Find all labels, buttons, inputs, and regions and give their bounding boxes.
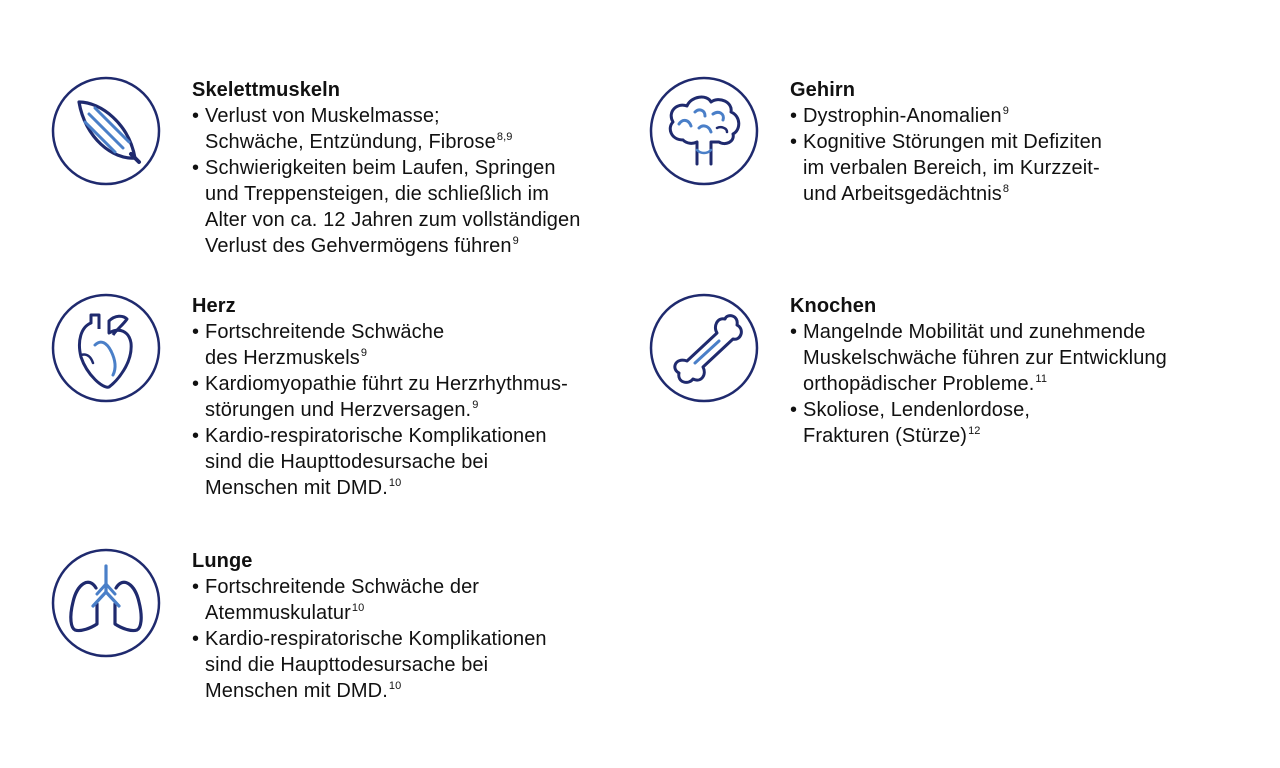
- bullet-item: • Kognitive Störungen mit Defiziten im verbalen Bereich, im Kurzzeit- und Arbeitsgedächtnis$^8$: [790, 129, 1230, 207]
- reference: 8,9: [496, 131, 513, 143]
- bullet-item: • Fortschreitende Schwäche der Atemmuskulatur$^{10}$: [192, 574, 632, 626]
- bullet-item: • Mangelnde Mobilität und zunehmende Muskelschwäche führen zur Entwicklung orthopädischer Probleme.$^{11}$: [790, 319, 1230, 397]
- reference: 10: [388, 477, 402, 489]
- reference: 11: [1035, 373, 1048, 385]
- section-title: Lunge: [192, 550, 253, 572]
- section-title: Herz: [192, 295, 236, 317]
- reference: 12: [968, 425, 981, 437]
- bullet-item: • Kardio-respiratorische Komplikationen sind die Haupttodesursache bei Menschen mit DMD.$^{10}$: [192, 423, 632, 501]
- bullet-list: [192, 574, 632, 704]
- bullet-item: • Skoliose, Lendenlordose, Frakturen (Stürze)$^{12}$: [790, 397, 1230, 449]
- reference: 8: [1002, 183, 1010, 195]
- bullet-item: • Schwierigkeiten beim Laufen, Springen und Treppensteigen, die schließlich im Alter von ca. 12 Jahren zum vollständigen Verlust des Gehvermögens führen$^9$: [192, 155, 632, 259]
- reference: 10: [351, 602, 365, 614]
- bullet-list: [790, 103, 1230, 207]
- section-title: Knochen: [790, 295, 877, 317]
- lung-icon: [51, 548, 161, 658]
- heart-icon: [51, 293, 161, 403]
- muscle-icon: [51, 76, 161, 186]
- bullet-list: [790, 319, 1230, 449]
- section-title: Gehirn: [790, 79, 856, 101]
- bullet-item: • Kardio-respiratorische Komplikationen sind die Haupttodesursache bei Menschen mit DMD.$^{10}$: [192, 626, 632, 704]
- bullet-list: [192, 319, 632, 501]
- reference: 9: [472, 399, 479, 411]
- bullet-list: [192, 103, 632, 259]
- bullet-item: • Verlust von Muskelmasse; Schwäche, Entzündung, Fibrose$^{8,9}$: [192, 103, 632, 155]
- reference: 9: [512, 235, 519, 247]
- reference: 10: [388, 680, 402, 692]
- reference: 9: [360, 347, 368, 359]
- bone-icon: [649, 293, 759, 403]
- bullet-item: • Fortschreitende Schwäche des Herzmuskels$^9$: [192, 319, 632, 371]
- bullet-item: • Dystrophin-Anomalien$^9$: [790, 103, 1230, 129]
- brain-icon: [649, 76, 759, 186]
- section-title: Skelettmuskeln: [192, 79, 341, 101]
- bullet-item: • Kardiomyopathie führt zu Herzrhythmus- störungen und Herzversagen.$^9$: [192, 371, 632, 423]
- reference: 9: [1002, 105, 1009, 117]
